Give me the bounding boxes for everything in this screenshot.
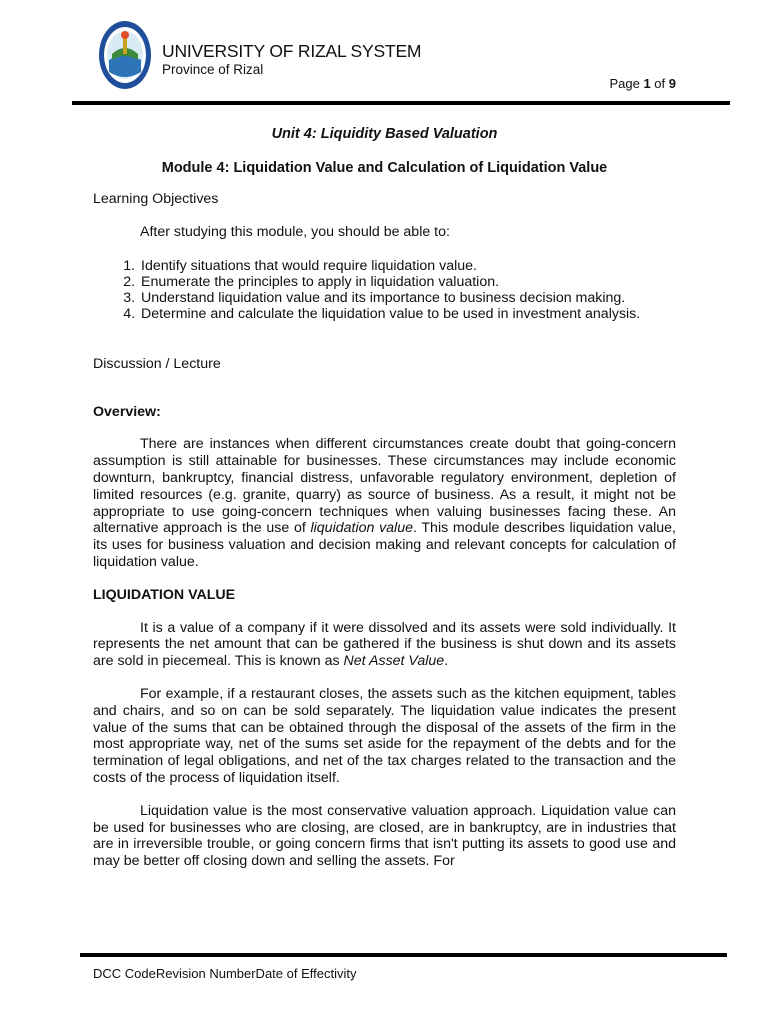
liquidation-paragraph-3: Liquidation value is the most conservative valuation approach. Liquidation value can be used for businesses who are closing, are closed, are in bankruptcy, are in industries that are in irreversible trouble, or going concern firms that isn't putting its assets to good use and may be better off closing down and selling the assets. For: [93, 802, 676, 870]
document-body: [93, 124, 676, 870]
page-current: 1: [643, 76, 651, 91]
page-label: Page: [609, 76, 640, 91]
discussion-heading: Discussion / Lecture: [93, 355, 221, 372]
unit-title: Unit 4: Liquidity Based Valuation: [271, 126, 498, 142]
footer-rule: [80, 953, 727, 957]
liq-p1-text-2: .: [444, 653, 449, 670]
list-item: 1. Identify situations that would require liquidation value.: [139, 258, 676, 274]
list-item: 3. Understand liquidation value and its importance to business decision making.: [139, 290, 676, 306]
liq-p1-text-1: It is a value of a company if it were dissolved and its assets were sold individually. It represents the net amount that can be gathered if the business is shut down and its assets are sold in piecemeal. This is known as: [93, 619, 676, 670]
list-item: 4. Determine and calculate the liquidation value to be used in investment analysis.: [139, 306, 676, 322]
university-name: UNIVERSITY OF RIZAL SYSTEM: [162, 41, 422, 61]
liquidation-paragraph-2: For example, if a restaurant closes, the assets such as the kitchen equipment, tables and chairs, and so on can be sold separately. The liquidation value indicates the present value of the sums that can be obtained through the disposal of the assets of the firm in the most appropriate way, net of the sums set aside for the repayment of the debts and for the termination of legal obligations, and net of the tax charges related to the transaction and the costs of the process of liquidation itself.: [93, 685, 676, 786]
overview-italic: liquidation value: [310, 520, 413, 537]
overview-text-2: . This module describes liquidation value, its uses for business valuation and decision making and relevant concepts for calculation of liquidation value.: [93, 520, 676, 570]
page-of: of: [654, 76, 666, 91]
liquidation-value-heading: LIQUIDATION VALUE: [93, 586, 236, 603]
header-rule: [72, 101, 730, 105]
learning-objectives-heading: Learning Objectives: [93, 191, 219, 207]
overview-paragraph: [93, 436, 676, 570]
objectives-list: [93, 258, 676, 323]
page-indicator: [609, 76, 676, 91]
overview-heading: Overview:: [93, 403, 161, 420]
liquidation-paragraph-1: [93, 620, 676, 670]
footer-text: DCC CodeRevision NumberDate of Effectivity: [93, 966, 357, 981]
province-name: Province of Rizal: [162, 62, 264, 77]
overview-text-1: There are instances when different circumstances create doubt that going-concern assumption is still attainable for businesses. These circumstances may include economic downturn, bankruptcy, financial distress, unfavorable regulatory environment, depletion of limited resources (e.g. granite, quarry) as source of business. As a result, it might not be appropriate to use going-concern techniques when valuing businesses facing these. An alternative approach is the use of: [93, 436, 676, 537]
page-total: 9: [668, 76, 676, 91]
list-item: 2. Enumerate the principles to apply in liquidation valuation.: [139, 274, 676, 290]
module-title: Module 4: Liquidation Value and Calculation of Liquidation Value: [161, 160, 608, 176]
objectives-intro: After studying this module, you should be able to:: [140, 223, 450, 240]
university-seal: [98, 20, 152, 90]
liq-p1-italic: Net Asset Value: [343, 653, 445, 670]
